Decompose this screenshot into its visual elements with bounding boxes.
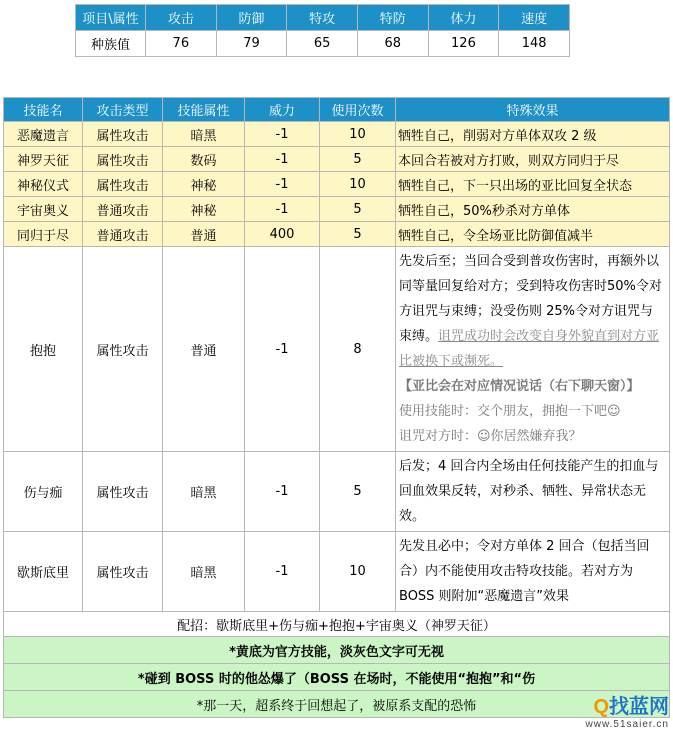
- skill-attr: 普通: [163, 222, 245, 247]
- skill-type: 属性攻击: [83, 147, 163, 172]
- skills-table: [3, 97, 670, 718]
- hug-effect-main: 先发后至；当回合受到普攻伤害时，再额外以同等量回复给对方；受到特攻伤害时50%令对方诅咒与束缚；没受伤则 25%令对方诅咒与束缚。: [399, 254, 662, 344]
- stats-header: 体力: [428, 5, 499, 31]
- skill-type: 普通攻击: [83, 222, 163, 247]
- stats-cell: 79: [216, 31, 287, 57]
- stats-cell: 148: [499, 31, 570, 57]
- note-text: *碰到 BOSS 时的他怂爆了（BOSS 在场时，不能使用“抱抱”和“伤: [4, 664, 670, 691]
- skill-uses: 5: [320, 222, 396, 247]
- skill-effect: 本回合若被对方打败，则双方同归于尽: [396, 147, 670, 172]
- skill-type: 属性攻击: [83, 172, 163, 197]
- skill-effect: 后发；4 回合内全场由任何技能产生的扣血与回血效果反转，对秒杀、牺牲、异常状态无效。: [396, 452, 670, 532]
- stats-cell: 68: [357, 31, 428, 57]
- skill-name: 伤与痂: [4, 452, 83, 532]
- skills-header-row: [4, 98, 670, 122]
- skill-row: [4, 172, 670, 197]
- skill-attr: 数码: [163, 147, 245, 172]
- stats-cell: 76: [146, 31, 217, 57]
- skill-uses: 10: [320, 122, 396, 147]
- note-row: [4, 664, 670, 691]
- skill-row-hysteria: [4, 532, 670, 612]
- stats-table: [75, 4, 570, 57]
- skill-type: 属性攻击: [83, 122, 163, 147]
- skill-power: -1: [245, 452, 320, 532]
- skill-uses: 10: [320, 172, 396, 197]
- stats-cell: 126: [428, 31, 499, 57]
- skill-power: -1: [245, 147, 320, 172]
- skill-attr: 神秘: [163, 197, 245, 222]
- hug-speech-use: 使用技能时：交个朋友，拥抱一下吧☺: [399, 404, 621, 419]
- skill-power: -1: [245, 532, 320, 612]
- skills-header: 使用次数: [320, 98, 396, 122]
- skill-effect: 牺牲自己，削弱对方单体双攻 2 级: [396, 122, 670, 147]
- note-row: [4, 691, 670, 718]
- skill-row-hug: [4, 247, 670, 452]
- skill-type: 属性攻击: [83, 247, 163, 452]
- watermark-logo: [586, 690, 669, 719]
- combo-row: [4, 612, 670, 637]
- combo-text: 配招：歇斯底里+伤与痂+抱抱+宇宙奥义（神罗天征）: [4, 612, 670, 637]
- hug-speech-title: 【亚比会在对应情况说话（右下聊天窗）】: [399, 379, 640, 394]
- stats-header: 特防: [357, 5, 428, 31]
- stats-header: 速度: [499, 5, 570, 31]
- skill-power: 400: [245, 222, 320, 247]
- skill-effect: 先发且必中；令对方单体 2 回合（包括当回合）内不能使用攻击特攻技能。若对方为 BOSS 则附加“恶魔遗言”效果: [396, 532, 670, 612]
- note-row: [4, 637, 670, 664]
- skills-header: 特殊效果: [396, 98, 670, 122]
- stats-header-row: [76, 5, 570, 31]
- skill-effect: [396, 247, 670, 452]
- skill-effect: 牺牲自己，50%秒杀对方单体: [396, 197, 670, 222]
- skills-header: 技能属性: [163, 98, 245, 122]
- skill-row: [4, 197, 670, 222]
- skill-attr: 神秘: [163, 172, 245, 197]
- note-text: *那一天，超系终于回想起了，被原系支配的恐怖: [4, 691, 670, 718]
- stats-value-row: [76, 31, 570, 57]
- watermark-url: www.51saier.cn: [585, 719, 669, 730]
- watermark-brand: 找蓝网: [609, 696, 669, 718]
- hug-speech-curse: 诅咒对方时：☺你居然嫌弃我？: [399, 429, 582, 444]
- stats-header: 特攻: [287, 5, 358, 31]
- skill-effect: 牺牲自己，令全场亚比防御值减半: [396, 222, 670, 247]
- skill-power: -1: [245, 247, 320, 452]
- skill-row: [4, 147, 670, 172]
- skill-name: 神罗天征: [4, 147, 83, 172]
- skill-name: 恶魔遗言: [4, 122, 83, 147]
- skill-type: 普通攻击: [83, 197, 163, 222]
- skill-attr: 暗黑: [163, 122, 245, 147]
- skill-attr: 暗黑: [163, 452, 245, 532]
- stats-cell: 种族值: [76, 31, 146, 57]
- stats-header: 攻击: [146, 5, 217, 31]
- skill-uses: 5: [320, 147, 396, 172]
- skill-power: -1: [245, 197, 320, 222]
- stats-cell: 65: [287, 31, 358, 57]
- stats-header: 防御: [216, 5, 287, 31]
- skill-name: 神秘仪式: [4, 172, 83, 197]
- skill-row: [4, 222, 670, 247]
- skill-power: -1: [245, 172, 320, 197]
- skill-row-wound: [4, 452, 670, 532]
- watermark: [586, 690, 669, 730]
- skill-name: 抱抱: [4, 247, 83, 452]
- skills-header: 攻击类型: [83, 98, 163, 122]
- watermark-q: Q: [593, 696, 609, 718]
- stats-header: 项目\属性: [76, 5, 146, 31]
- skill-uses: 5: [320, 197, 396, 222]
- skill-effect: 牺牲自己，下一只出场的亚比回复全状态: [396, 172, 670, 197]
- skill-type: 属性攻击: [83, 452, 163, 532]
- note-text: *黄底为官方技能，淡灰色文字可无视: [4, 637, 670, 664]
- skill-uses: 5: [320, 452, 396, 532]
- skill-attr: 暗黑: [163, 532, 245, 612]
- skill-uses: 10: [320, 532, 396, 612]
- skill-name: 宇宙奥义: [4, 197, 83, 222]
- hug-effect-curse: 诅咒成功时会改变自身外貌直到对方亚比被换下或濒死。: [399, 329, 660, 369]
- skill-uses: 8: [320, 247, 396, 452]
- skill-name: 歇斯底里: [4, 532, 83, 612]
- skill-type: 属性攻击: [83, 532, 163, 612]
- skill-attr: 普通: [163, 247, 245, 452]
- skill-row: [4, 122, 670, 147]
- skills-header: 威力: [245, 98, 320, 122]
- skill-name: 同归于尽: [4, 222, 83, 247]
- skill-power: -1: [245, 122, 320, 147]
- skills-header: 技能名: [4, 98, 83, 122]
